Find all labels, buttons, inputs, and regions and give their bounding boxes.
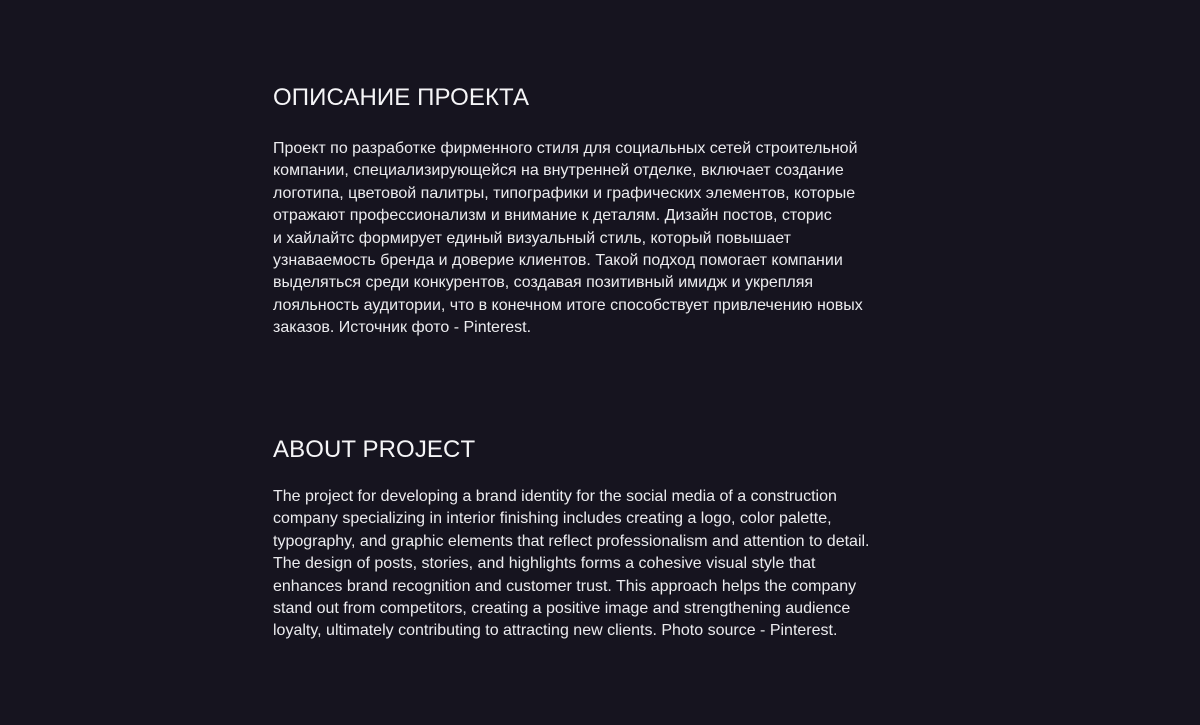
description-line: The project for developing a brand identity for the social media of a construction — [273, 488, 837, 505]
description-line: отражают профессионализм и внимание к деталям. Дизайн постов, сторис — [273, 207, 832, 225]
description-line: The design of posts, stories, and highlights forms a cohesive visual style that — [273, 555, 816, 573]
description-line: выделяться среди конкурентов, создавая позитивный имидж и укрепляя — [273, 274, 814, 292]
description-line: stand out from competitors, creating a positive image and strengthening audience — [273, 600, 851, 618]
description-line: узнаваемость бренда и доверие клиентов. Такой подход помогает компании — [273, 252, 843, 270]
section-title-ru: ОПИСАНИЕ ПРОЕКТА — [273, 84, 530, 111]
project-description-en — [273, 436, 933, 643]
project-description-ru — [273, 84, 933, 340]
description-line: заказов. Источник фото - Pinterest. — [273, 319, 532, 337]
section-title-en: ABOUT PROJECT — [273, 436, 476, 463]
description-ru — [273, 138, 933, 340]
description-line: лояльность аудитории, что в конечном итоге способствует привлечению новых — [273, 296, 863, 314]
description-line: компании, специализирующейся на внутренней отделке, включает создание — [273, 162, 844, 180]
description-line: typography, and graphic elements that reflect professionalism and attention to detail. — [273, 532, 870, 550]
description-line: enhances brand recognition and customer trust. This approach helps the company — [273, 577, 857, 595]
description-en — [273, 486, 933, 643]
description-line: Проект по разработке фирменного стиля для социальных сетей строительной — [273, 140, 858, 157]
description-line: логотипа, цветовой палитры, типографики и графических элементов, которые — [273, 184, 856, 202]
description-line: loyalty, ultimately contributing to attracting new clients. Photo source - Pinterest. — [273, 622, 838, 640]
description-line: и хайлайтс формирует единый визуальный стиль, который повышает — [273, 229, 791, 247]
description-line: company specializing in interior finishing includes creating a logo, color palette, — [273, 510, 832, 528]
